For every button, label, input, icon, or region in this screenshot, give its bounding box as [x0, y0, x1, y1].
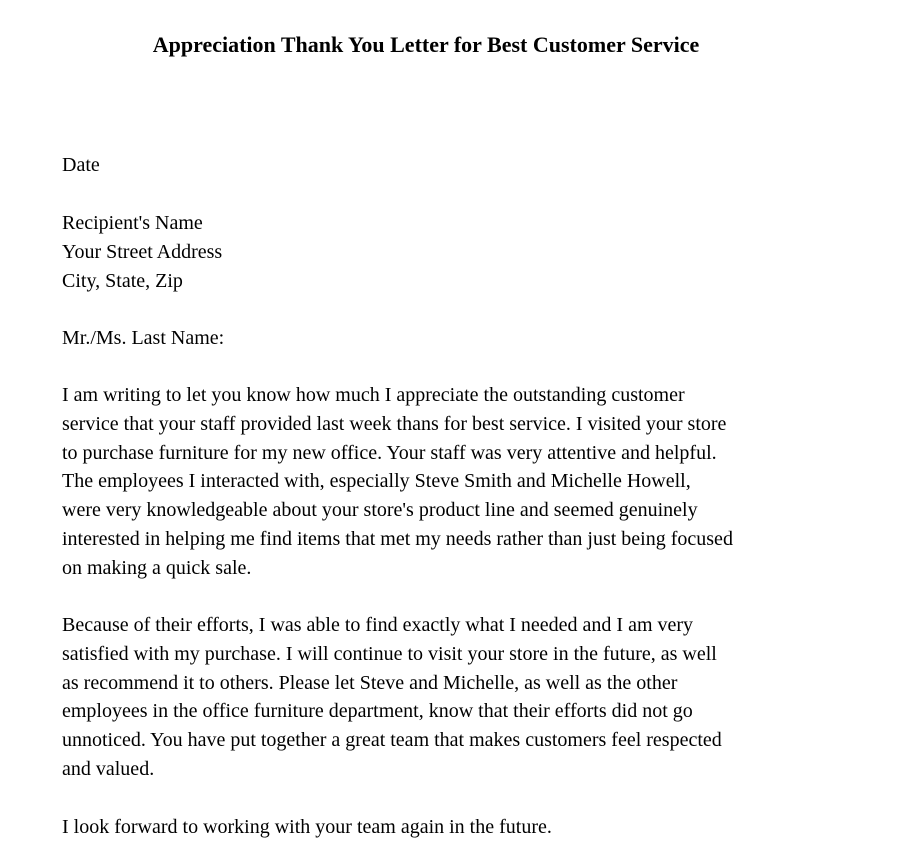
paragraph-line: I am writing to let you know how much I appreciate the outstanding customer [62, 384, 685, 406]
paragraph-line: on making a quick sale. [62, 556, 252, 579]
paragraph-line: to purchase furniture for my new office. Your staff was very attentive and helpful. [62, 441, 717, 464]
paragraph-line: employees in the office furniture department, know that their efforts did not go [62, 700, 693, 723]
recipient-name: Recipient's Name [62, 212, 203, 234]
paragraph-line: were very knowledgeable about your store's product line and seemed genuinely [62, 499, 698, 522]
recipient-city-state-zip: City, State, Zip [62, 269, 183, 292]
paragraph-line: The employees I interacted with, especially Steve Smith and Michelle Howell, [62, 470, 691, 493]
paragraph-line: as recommend it to others. Please let Steve and Michelle, as well as the other [62, 671, 678, 694]
closing-line: I look forward to working with your team again in the future. [62, 816, 552, 838]
paragraph-line: satisfied with my purchase. I will continue to visit your store in the future, as well [62, 642, 717, 665]
recipient-street: Your Street Address [62, 240, 223, 263]
salutation: Mr./Ms. Last Name: [62, 327, 225, 349]
date-line: Date [62, 154, 100, 176]
paragraph-line: unnoticed. You have put together a great team that makes customers feel respected [62, 729, 722, 752]
body-paragraph-1 [62, 381, 807, 583]
paragraph-line: interested in helping me find items that met my needs rather than just being focused [62, 527, 733, 550]
body-paragraph-2 [62, 611, 792, 784]
letter-title: Appreciation Thank You Letter for Best Customer Service [152, 32, 700, 57]
paragraph-line: Because of their efforts, I was able to find exactly what I needed and I am very [62, 614, 694, 636]
recipient-address-block [62, 209, 842, 295]
paragraph-line: service that your staff provided last week thans for best service. I visited your store [62, 412, 727, 435]
paragraph-line: and valued. [62, 757, 155, 780]
